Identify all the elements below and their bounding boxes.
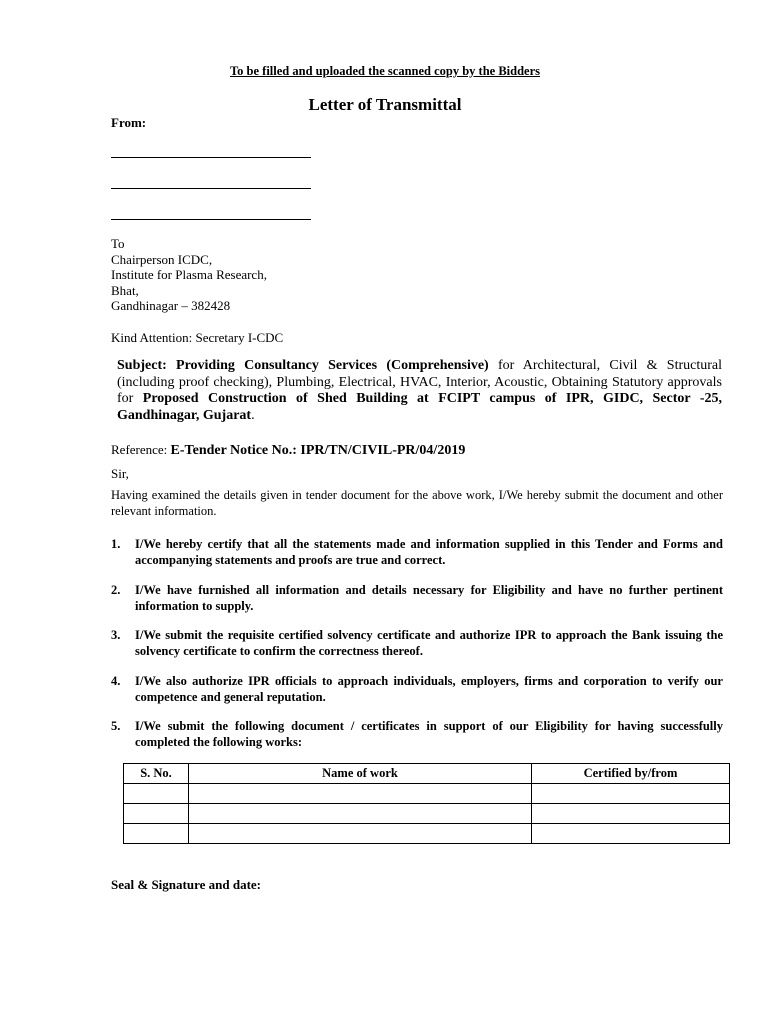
table-cell[interactable] xyxy=(189,804,532,824)
declaration-number: 5. xyxy=(111,719,121,733)
from-blank-line-3[interactable] xyxy=(111,219,311,220)
to-line: To xyxy=(111,236,125,251)
works-table xyxy=(123,763,730,844)
table-row xyxy=(124,824,730,844)
table-cell[interactable] xyxy=(124,784,189,804)
recipient-place: Bhat, xyxy=(111,282,139,298)
from-blank-line-2[interactable] xyxy=(111,188,311,189)
subject-text: for Architectural, Civil & Structural (including proof checking), Plumbing, Electrical, HVAC, Interior, Acoustic, Obtaining Statutory approvals for xyxy=(117,358,722,406)
declaration-text: I/We submit the following document / certificates in support of our Eligibility for having successfully completed the following works: xyxy=(135,719,723,749)
from-blank-line-1[interactable] xyxy=(111,157,311,158)
declaration-text: I/We have furnished all information and details necessary for Eligibility and have no further pertinent information to supply. xyxy=(135,583,723,613)
table-row xyxy=(124,804,730,824)
declaration-item xyxy=(111,627,723,659)
declaration-text: I/We also authorize IPR officials to approach individuals, employers, firms and corporation to verify our competence and general reputation. xyxy=(135,674,723,704)
table-cell[interactable] xyxy=(532,784,730,804)
table-row xyxy=(124,784,730,804)
subject-project: Proposed Construction of Shed Building at FCIPT campus of IPR, GIDC, Sector -25, Gandhinagar, Gujarat xyxy=(117,391,722,423)
reference-value: E-Tender Notice No.: IPR/TN/CIVIL-PR/04/2019 xyxy=(170,443,466,458)
declaration-number: 4. xyxy=(111,674,121,688)
intro-paragraph: Having examined the details given in tender document for the above work, I/We hereby submit the document and other relevant information. xyxy=(111,488,723,518)
declaration-text: I/We submit the requisite certified solvency certificate and authorize IPR to approach the Bank issuing the solvency certificate to confirm the correctness thereof. xyxy=(135,628,723,658)
table-cell[interactable] xyxy=(189,824,532,844)
declaration-item xyxy=(111,718,723,750)
recipient-city: Gandhinagar – 382428 xyxy=(111,298,231,313)
subject-label: Subject: Providing Consultancy Services (Comprehensive) xyxy=(117,358,489,373)
table-header-row xyxy=(124,764,730,784)
reference-line xyxy=(111,442,465,459)
column-header-name-of-work: Name of work xyxy=(189,764,532,784)
table-cell[interactable] xyxy=(124,804,189,824)
declaration-number: 3. xyxy=(111,628,121,642)
declaration-item xyxy=(111,673,723,705)
declaration-item xyxy=(111,582,723,614)
recipient-title: Chairperson ICDC, xyxy=(111,251,213,267)
page-title: Letter of Transmittal xyxy=(308,95,462,114)
declaration-number: 2. xyxy=(111,583,121,597)
seal-signature-label: Seal & Signature and date: xyxy=(111,877,261,892)
table-cell[interactable] xyxy=(532,824,730,844)
table-cell[interactable] xyxy=(532,804,730,824)
column-header-sno: S. No. xyxy=(124,764,189,784)
subject-end: . xyxy=(251,407,255,423)
kind-attention: Kind Attention: Secretary I-CDC xyxy=(111,330,284,345)
header-note: To be filled and uploaded the scanned copy by the Bidders xyxy=(229,64,541,78)
declaration-item xyxy=(111,536,723,568)
to-address xyxy=(111,236,267,314)
declaration-number: 1. xyxy=(111,537,121,551)
declaration-text: I/We hereby certify that all the statements made and information supplied in this Tender and Forms and accompanying statements and proofs are true and correct. xyxy=(135,537,723,567)
subject-paragraph xyxy=(117,358,722,424)
table-cell[interactable] xyxy=(124,824,189,844)
column-header-certified-by: Certified by/from xyxy=(532,764,730,784)
salutation: Sir, xyxy=(111,466,129,481)
reference-label: Reference: xyxy=(111,442,171,457)
from-label: From: xyxy=(111,115,147,130)
recipient-institute: Institute for Plasma Research, xyxy=(111,267,267,282)
table-cell[interactable] xyxy=(189,784,532,804)
